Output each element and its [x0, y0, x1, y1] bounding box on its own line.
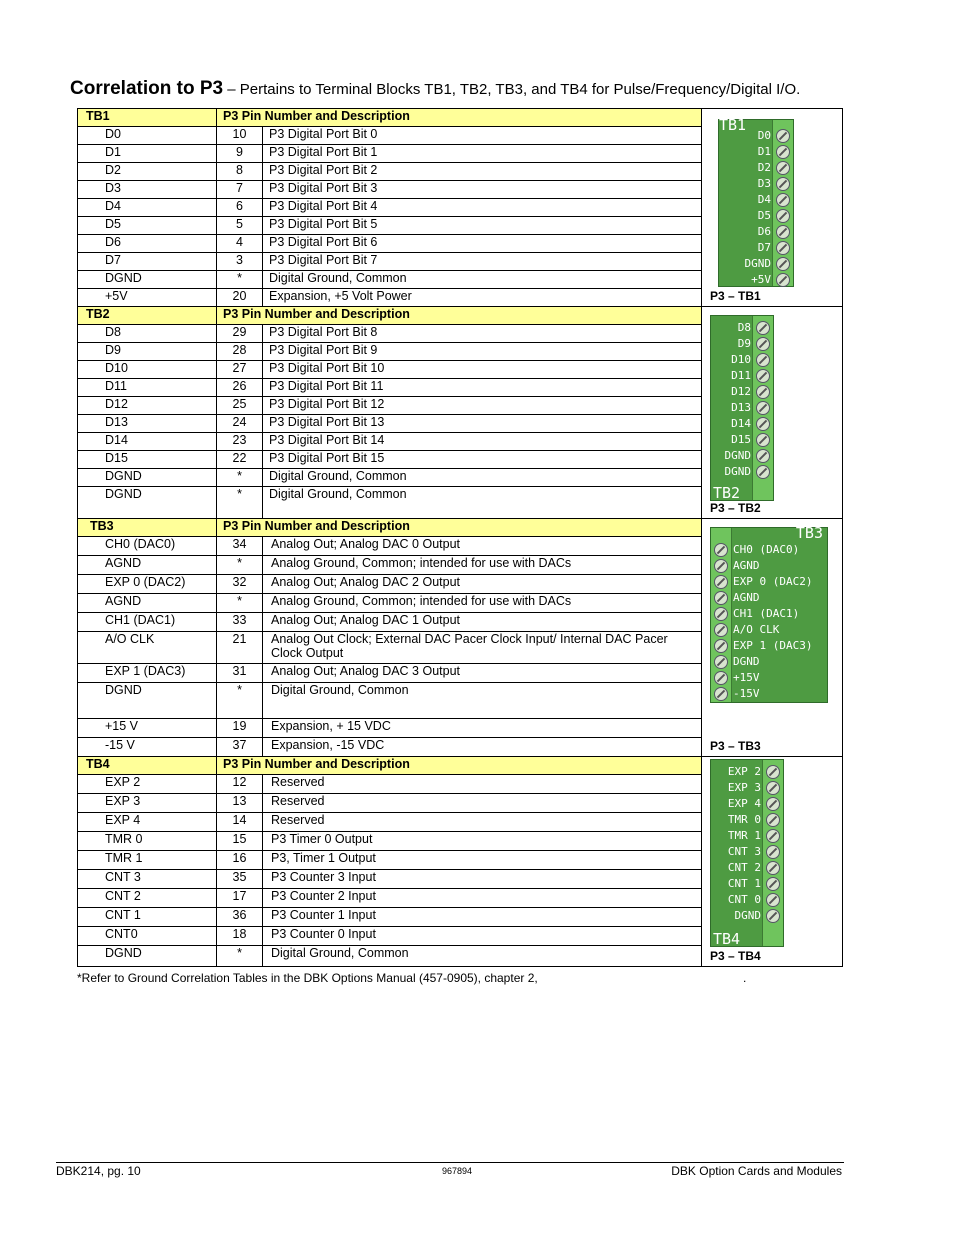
description-cell: Analog Out; Analog DAC 1 Output — [263, 613, 702, 632]
screw-icon — [766, 829, 780, 843]
screw-icon — [756, 465, 770, 479]
terminal-block-photo — [710, 524, 828, 703]
photo-label: D13 — [731, 401, 751, 414]
screw-icon — [766, 845, 780, 859]
description-cell: Digital Ground, Common — [263, 487, 702, 519]
page-title — [70, 78, 800, 100]
pin-number-cell: 14 — [217, 813, 263, 832]
photo-label: D4 — [757, 193, 771, 206]
pin-number-cell: * — [217, 683, 263, 719]
screw-icon — [756, 449, 770, 463]
pin-number-cell: 10 — [217, 127, 263, 145]
screw-icon — [756, 401, 770, 415]
pin-number-cell: 28 — [217, 343, 263, 361]
terminal-block-photo-cell — [702, 519, 843, 757]
photo-label: EXP 4 — [727, 797, 761, 810]
description-cell: Digital Ground, Common — [263, 469, 702, 487]
terminal-block-tag: TB3 — [795, 524, 823, 542]
photo-label: AGND — [733, 591, 760, 604]
description-cell: Expansion, + 15 VDC — [263, 719, 702, 738]
signal-name-cell: D8 — [78, 325, 217, 343]
description-cell: P3 Digital Port Bit 2 — [263, 163, 702, 181]
screw-icon — [756, 321, 770, 335]
description-cell: P3 Counter 0 Input — [263, 927, 702, 946]
description-cell: P3 Digital Port Bit 7 — [263, 253, 702, 271]
signal-name-cell: D5 — [78, 217, 217, 235]
description-cell: P3 Counter 2 Input — [263, 889, 702, 908]
signal-name-cell: TMR 1 — [78, 851, 217, 870]
screw-icon — [776, 273, 790, 287]
description-cell: P3 Digital Port Bit 10 — [263, 361, 702, 379]
screw-icon — [756, 337, 770, 351]
photo-label: D1 — [757, 145, 771, 158]
photo-label: TMR 0 — [727, 813, 761, 826]
photo-label: D14 — [731, 417, 751, 430]
photo-label: D10 — [731, 353, 751, 366]
photo-label: EXP 1 (DAC3) — [733, 639, 813, 652]
description-cell: Analog Out; Analog DAC 0 Output — [263, 537, 702, 556]
photo-caption: P3 – TB4 — [710, 949, 761, 963]
photo-label: D11 — [731, 369, 751, 382]
screw-icon — [714, 575, 728, 589]
pin-number-cell: 32 — [217, 575, 263, 594]
photo-label: CNT 1 — [727, 877, 761, 890]
photo-label: D2 — [757, 161, 771, 174]
signal-name-cell: DGND — [78, 271, 217, 289]
signal-name-cell: AGND — [78, 594, 217, 613]
terminal-block-photo-cell — [702, 307, 843, 519]
description-cell: Expansion, +5 Volt Power — [263, 289, 702, 307]
signal-name-cell: TMR 0 — [78, 832, 217, 851]
screw-icon — [714, 559, 728, 573]
pin-number-cell: 19 — [217, 719, 263, 738]
signal-name-cell: D4 — [78, 199, 217, 217]
signal-name-cell: DGND — [78, 469, 217, 487]
pin-number-cell: 33 — [217, 613, 263, 632]
screw-icon — [776, 225, 790, 239]
description-cell: Reserved — [263, 813, 702, 832]
pin-number-cell: 17 — [217, 889, 263, 908]
signal-name-cell: D11 — [78, 379, 217, 397]
screw-strip — [711, 528, 732, 702]
signal-name-cell: DGND — [78, 683, 217, 719]
description-cell: P3 Digital Port Bit 11 — [263, 379, 702, 397]
description-cell: Digital Ground, Common — [263, 683, 702, 719]
photo-label: EXP 3 — [727, 781, 761, 794]
photo-label: CNT 2 — [727, 861, 761, 874]
pin-number-cell: 23 — [217, 433, 263, 451]
correlation-table — [77, 108, 843, 967]
terminal-block-tag: TB4 — [713, 930, 741, 948]
screw-icon — [776, 177, 790, 191]
signal-name-cell: D13 — [78, 415, 217, 433]
terminal-block-photo-cell — [702, 757, 843, 967]
pin-number-cell: 20 — [217, 289, 263, 307]
screw-icon — [766, 893, 780, 907]
pin-number-cell: * — [217, 469, 263, 487]
description-cell: P3 Counter 1 Input — [263, 908, 702, 927]
photo-label: DGND — [724, 465, 751, 478]
terminal-block-photo-cell — [702, 109, 843, 307]
block-header-desc: P3 Pin Number and Description — [217, 109, 702, 127]
photo-label: D5 — [757, 209, 771, 222]
signal-name-cell: CNT 2 — [78, 889, 217, 908]
pin-number-cell: 16 — [217, 851, 263, 870]
block-header-row — [78, 109, 843, 127]
block-name: TB3 — [78, 519, 217, 537]
description-cell: Analog Out; Analog DAC 3 Output — [263, 664, 702, 683]
screw-icon — [776, 145, 790, 159]
pin-number-cell: * — [217, 946, 263, 967]
block-header-row — [78, 307, 843, 325]
pin-number-cell: 27 — [217, 361, 263, 379]
photo-label: CNT 0 — [727, 893, 761, 906]
pin-number-cell: 5 — [217, 217, 263, 235]
block-header-row — [78, 757, 843, 775]
footer-left: DBK214, pg. 10 — [56, 1164, 141, 1178]
signal-name-cell: EXP 2 — [78, 775, 217, 794]
signal-name-cell: CH1 (DAC1) — [78, 613, 217, 632]
screw-icon — [766, 765, 780, 779]
description-cell: P3 Digital Port Bit 5 — [263, 217, 702, 235]
description-cell: P3 Digital Port Bit 14 — [263, 433, 702, 451]
photo-label: D7 — [757, 241, 771, 254]
photo-label: +5V — [751, 273, 771, 286]
description-cell: P3 Timer 0 Output — [263, 832, 702, 851]
signal-name-cell: D2 — [78, 163, 217, 181]
screw-icon — [714, 687, 728, 701]
signal-name-cell: +15 V — [78, 719, 217, 738]
screw-icon — [766, 877, 780, 891]
description-cell: P3 Digital Port Bit 4 — [263, 199, 702, 217]
pin-number-cell: 3 — [217, 253, 263, 271]
description-cell: P3 Digital Port Bit 1 — [263, 145, 702, 163]
signal-name-cell: D0 — [78, 127, 217, 145]
screw-icon — [714, 623, 728, 637]
pin-number-cell: 31 — [217, 664, 263, 683]
photo-label: D15 — [731, 433, 751, 446]
photo-label: D8 — [737, 321, 751, 334]
description-cell: P3 Counter 3 Input — [263, 870, 702, 889]
signal-name-cell: DGND — [78, 946, 217, 967]
screw-strip — [752, 316, 773, 500]
pin-number-cell: 26 — [217, 379, 263, 397]
photo-caption: P3 – TB2 — [710, 501, 761, 515]
block-name: TB2 — [78, 307, 217, 325]
screw-strip — [762, 760, 783, 946]
signal-name-cell: CNT 3 — [78, 870, 217, 889]
photo-label: TMR 1 — [727, 829, 761, 842]
photo-label: AGND — [733, 559, 760, 572]
description-cell: P3 Digital Port Bit 13 — [263, 415, 702, 433]
screw-icon — [714, 671, 728, 685]
pin-number-cell: 25 — [217, 397, 263, 415]
description-cell: P3 Digital Port Bit 15 — [263, 451, 702, 469]
signal-name-cell: CNT0 — [78, 927, 217, 946]
terminal-block-photo — [710, 315, 774, 501]
screw-icon — [756, 353, 770, 367]
description-cell: Expansion, -15 VDC — [263, 738, 702, 757]
signal-name-cell: D6 — [78, 235, 217, 253]
screw-icon — [766, 909, 780, 923]
signal-name-cell: -15 V — [78, 738, 217, 757]
block-header-desc: P3 Pin Number and Description — [217, 307, 702, 325]
screw-icon — [714, 591, 728, 605]
signal-name-cell: EXP 4 — [78, 813, 217, 832]
signal-name-cell: CNT 1 — [78, 908, 217, 927]
pin-number-cell: 6 — [217, 199, 263, 217]
pin-number-cell: 15 — [217, 832, 263, 851]
terminal-block-tag: TB1 — [719, 116, 747, 134]
photo-label: CH1 (DAC1) — [733, 607, 800, 620]
pin-number-cell: * — [217, 556, 263, 575]
photo-label: EXP 2 — [727, 765, 761, 778]
block-header-row — [78, 519, 843, 537]
pin-number-cell: 29 — [217, 325, 263, 343]
photo-label: CH0 (DAC0) — [733, 543, 800, 556]
photo-caption: P3 – TB3 — [710, 739, 761, 753]
signal-name-cell: DGND — [78, 487, 217, 519]
screw-icon — [714, 655, 728, 669]
description-cell: Digital Ground, Common — [263, 271, 702, 289]
photo-caption: P3 – TB1 — [710, 289, 761, 303]
screw-icon — [776, 193, 790, 207]
photo-label: DGND — [734, 909, 761, 922]
screw-icon — [766, 797, 780, 811]
pin-number-cell: 7 — [217, 181, 263, 199]
screw-icon — [776, 209, 790, 223]
footnote-end: . — [743, 971, 747, 985]
pin-number-cell: 9 — [217, 145, 263, 163]
screw-icon — [714, 639, 728, 653]
footer-right: DBK Option Cards and Modules — [671, 1164, 842, 1178]
photo-label: D6 — [757, 225, 771, 238]
block-header-desc: P3 Pin Number and Description — [217, 757, 702, 775]
photo-label: DGND — [744, 257, 771, 270]
photo-label: D9 — [737, 337, 751, 350]
pin-number-cell: 13 — [217, 794, 263, 813]
signal-name-cell: EXP 0 (DAC2) — [78, 575, 217, 594]
pin-number-cell: 8 — [217, 163, 263, 181]
photo-label: D0 — [757, 129, 771, 142]
signal-name-cell: D10 — [78, 361, 217, 379]
pin-number-cell: 22 — [217, 451, 263, 469]
pin-number-cell: 12 — [217, 775, 263, 794]
signal-name-cell: EXP 3 — [78, 794, 217, 813]
signal-name-cell: CH0 (DAC0) — [78, 537, 217, 556]
description-cell: Analog Out; Analog DAC 2 Output — [263, 575, 702, 594]
screw-strip — [772, 120, 793, 286]
signal-name-cell: D3 — [78, 181, 217, 199]
pin-number-cell: 36 — [217, 908, 263, 927]
screw-icon — [776, 129, 790, 143]
terminal-block-photo — [718, 116, 794, 287]
description-cell: P3 Digital Port Bit 8 — [263, 325, 702, 343]
pin-number-cell: 4 — [217, 235, 263, 253]
photo-label: DGND — [724, 449, 751, 462]
signal-name-cell: EXP 1 (DAC3) — [78, 664, 217, 683]
pin-number-cell: * — [217, 487, 263, 519]
signal-name-cell: D14 — [78, 433, 217, 451]
screw-icon — [714, 607, 728, 621]
pin-number-cell: 35 — [217, 870, 263, 889]
screw-icon — [714, 543, 728, 557]
description-cell: Digital Ground, Common — [263, 946, 702, 967]
signal-name-cell: A/O CLK — [78, 632, 217, 664]
terminal-block-photo — [710, 759, 784, 947]
pin-number-cell: 34 — [217, 537, 263, 556]
signal-name-cell: D9 — [78, 343, 217, 361]
block-name: TB1 — [78, 109, 217, 127]
screw-icon — [776, 161, 790, 175]
description-cell: Analog Ground, Common; intended for use with DACs — [263, 556, 702, 575]
pin-number-cell: 18 — [217, 927, 263, 946]
signal-name-cell: AGND — [78, 556, 217, 575]
pin-number-cell: * — [217, 271, 263, 289]
photo-label: D12 — [731, 385, 751, 398]
signal-name-cell: D7 — [78, 253, 217, 271]
photo-label: -15V — [733, 687, 760, 700]
description-cell: P3 Digital Port Bit 0 — [263, 127, 702, 145]
screw-icon — [776, 241, 790, 255]
description-cell: P3, Timer 1 Output — [263, 851, 702, 870]
terminal-block-tag: TB2 — [713, 484, 741, 502]
photo-label: DGND — [733, 655, 760, 668]
title-bold: Correlation to P3 — [70, 78, 224, 99]
description-cell: Analog Out Clock; External DAC Pacer Clock Input/ Internal DAC Pacer Clock Output — [263, 632, 702, 664]
footer-rule — [56, 1162, 844, 1163]
screw-icon — [766, 781, 780, 795]
photo-label: CNT 3 — [727, 845, 761, 858]
pin-number-cell: 37 — [217, 738, 263, 757]
signal-name-cell: D1 — [78, 145, 217, 163]
footer-center: 967894 — [442, 1166, 473, 1176]
block-header-desc: P3 Pin Number and Description — [217, 519, 702, 537]
photo-label: +15V — [733, 671, 760, 684]
screw-icon — [756, 369, 770, 383]
pin-number-cell: * — [217, 594, 263, 613]
description-cell: P3 Digital Port Bit 3 — [263, 181, 702, 199]
description-cell: Reserved — [263, 775, 702, 794]
screw-icon — [766, 813, 780, 827]
title-rest: – Pertains to Terminal Blocks TB1, TB2, TB3, and TB4 for Pulse/Frequency/Digital I/O. — [223, 81, 801, 98]
pin-number-cell: 24 — [217, 415, 263, 433]
description-cell: Analog Ground, Common; intended for use with DACs — [263, 594, 702, 613]
screw-icon — [766, 861, 780, 875]
photo-label: D3 — [757, 177, 771, 190]
screw-icon — [756, 433, 770, 447]
signal-name-cell: D12 — [78, 397, 217, 415]
footnote: *Refer to Ground Correlation Tables in the DBK Options Manual (457-0905), chapter 2, — [77, 971, 538, 985]
screw-icon — [776, 257, 790, 271]
description-cell: Reserved — [263, 794, 702, 813]
photo-label: EXP 0 (DAC2) — [733, 575, 813, 588]
pin-number-cell: 21 — [217, 632, 263, 664]
description-cell: P3 Digital Port Bit 12 — [263, 397, 702, 415]
signal-name-cell: D15 — [78, 451, 217, 469]
screw-icon — [756, 385, 770, 399]
screw-icon — [756, 417, 770, 431]
description-cell: P3 Digital Port Bit 9 — [263, 343, 702, 361]
photo-label: A/O CLK — [733, 623, 780, 636]
block-name: TB4 — [78, 757, 217, 775]
description-cell: P3 Digital Port Bit 6 — [263, 235, 702, 253]
signal-name-cell: +5V — [78, 289, 217, 307]
